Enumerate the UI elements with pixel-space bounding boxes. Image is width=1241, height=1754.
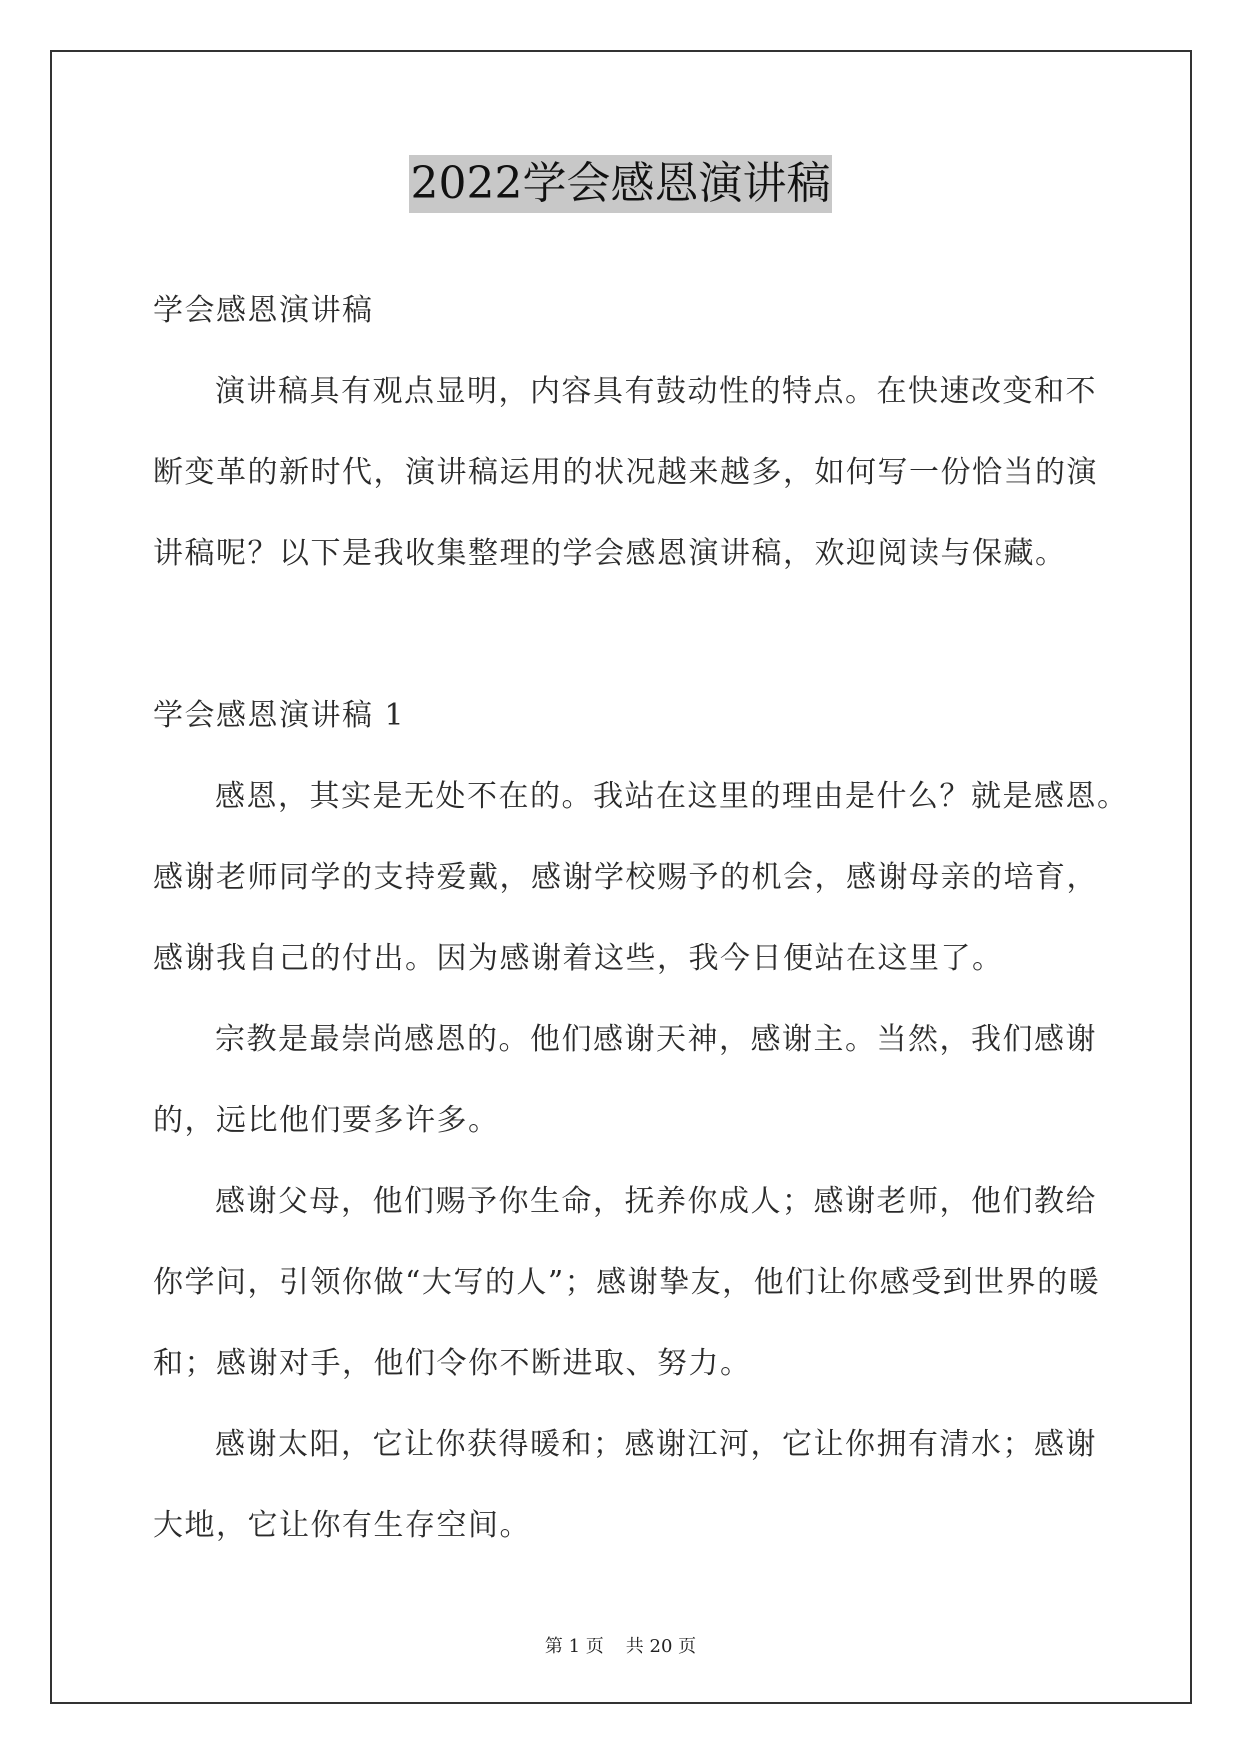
intro-line: 讲稿呢？以下是我收集整理的学会感恩演讲稿，欢迎阅读与保藏。 [153,536,1067,571]
paragraph-line: 感恩，其实是无处不在的。我站在这里的理由是什么？就是感恩。 [215,779,1129,814]
paragraph-line: 感谢老师同学的支持爱戴，感谢学校赐予的机会，感谢母亲的培育， [153,860,1098,895]
document-title: 2022学会感恩演讲稿 [409,155,833,213]
subtitle: 学会感恩演讲稿 [153,293,374,328]
section-heading: 学会感恩演讲稿 1 [153,698,406,733]
page-footer [0,1632,1241,1658]
title-container [0,155,1241,213]
paragraph-line: 大地，它让你有生存空间。 [153,1508,531,1543]
paragraph-line: 感谢太阳，它让你获得暖和；感谢江河，它让你拥有清水；感谢 [215,1427,1097,1462]
paragraph-line: 的，远比他们要多许多。 [153,1103,500,1138]
page-total: 共 20 页 [625,1636,697,1657]
paragraph-line: 你学问，引领你做“大写的人”；感谢挚友，他们让你感受到世界的暖 [153,1265,1101,1300]
paragraph-line: 感谢父母，他们赐予你生命，抚养你成人；感谢老师，他们教给 [215,1184,1097,1219]
intro-line: 断变革的新时代，演讲稿运用的状况越来越多，如何写一份恰当的演 [153,455,1098,490]
paragraph-line: 宗教是最崇尚感恩的。他们感谢天神，感谢主。当然，我们感谢 [215,1022,1097,1057]
intro-line: 演讲稿具有观点显明，内容具有鼓动性的特点。在快速改变和不 [215,374,1097,409]
paragraph-line: 和；感谢对手，他们令你不断进取、努力。 [153,1346,752,1381]
document-body [153,270,1129,1566]
paragraph-line: 感谢我自己的付出。因为感谢着这些，我今日便站在这里了。 [153,941,1004,976]
page-number: 第 1 页 [544,1636,604,1657]
spacer [153,594,1093,675]
